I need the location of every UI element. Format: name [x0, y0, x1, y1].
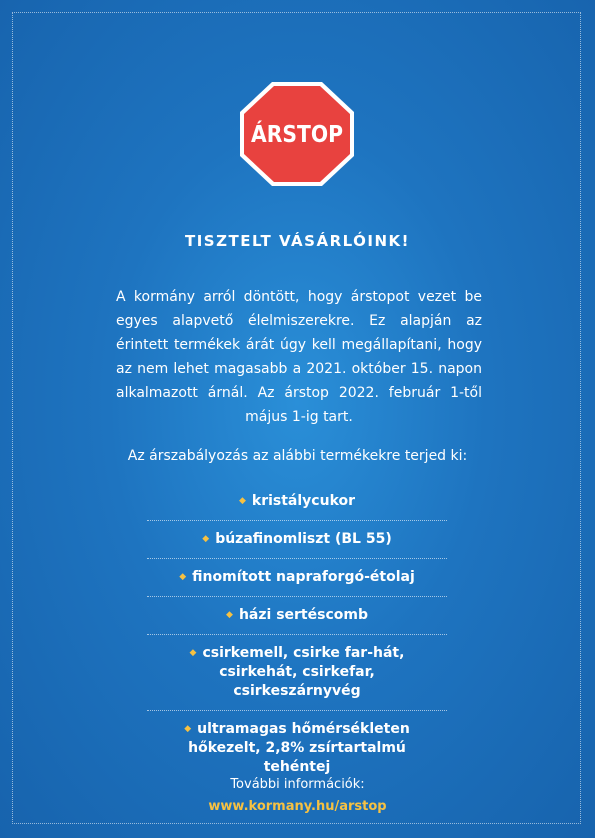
bullet-icon: ◆	[202, 534, 210, 544]
list-item	[147, 483, 447, 521]
product-name: kristálycukor	[251, 493, 356, 509]
greeting-heading: TISZTELT VÁSÁRLÓINK!	[184, 232, 411, 250]
product-name: házi sertéscomb	[238, 607, 368, 623]
more-info-label: További információk:	[230, 777, 365, 792]
bullet-icon: ◆	[238, 496, 246, 506]
product-name: búzafinomliszt (BL 55)	[215, 531, 392, 547]
list-item	[147, 711, 447, 786]
logo-text: ÁRSTOP	[251, 122, 356, 148]
product-name: csirkemell, csirke far-hát, csirkehát, csirkefar, csirkeszárnyvég	[202, 645, 405, 699]
more-info-link[interactable]: www.kormany.hu/arstop	[208, 799, 387, 814]
product-name: ultramagas hőmérsékleten hőkezelt, 2,8% zsírtartalmú tehéntej	[188, 721, 410, 775]
bullet-icon: ◆	[184, 724, 192, 734]
list-item	[147, 559, 447, 597]
bullet-icon: ◆	[226, 610, 233, 620]
product-name: finomított napraforgó-étolaj	[192, 569, 415, 585]
list-item	[147, 597, 447, 635]
bullet-icon: ◆	[179, 572, 187, 582]
bullet-icon: ◆	[189, 648, 197, 658]
arstop-logo	[238, 80, 356, 188]
product-list	[147, 483, 447, 786]
list-item	[147, 635, 447, 711]
scope-text: Az árszabályozás az alábbi termékekre terjed ki:	[127, 448, 468, 464]
list-item	[147, 521, 447, 559]
intro-paragraph: A kormány arról döntött, hogy árstopot vezet be egyes alapvető élelmiszerekre. Ez alapján az érintett termékek árát úgy kell megállapítani, hogy az nem lehet magasabb a 2021. október 15. napon alkalmazott árnál. Az árstop 2022. február 1-től május 1-ig tart.	[116, 289, 482, 425]
